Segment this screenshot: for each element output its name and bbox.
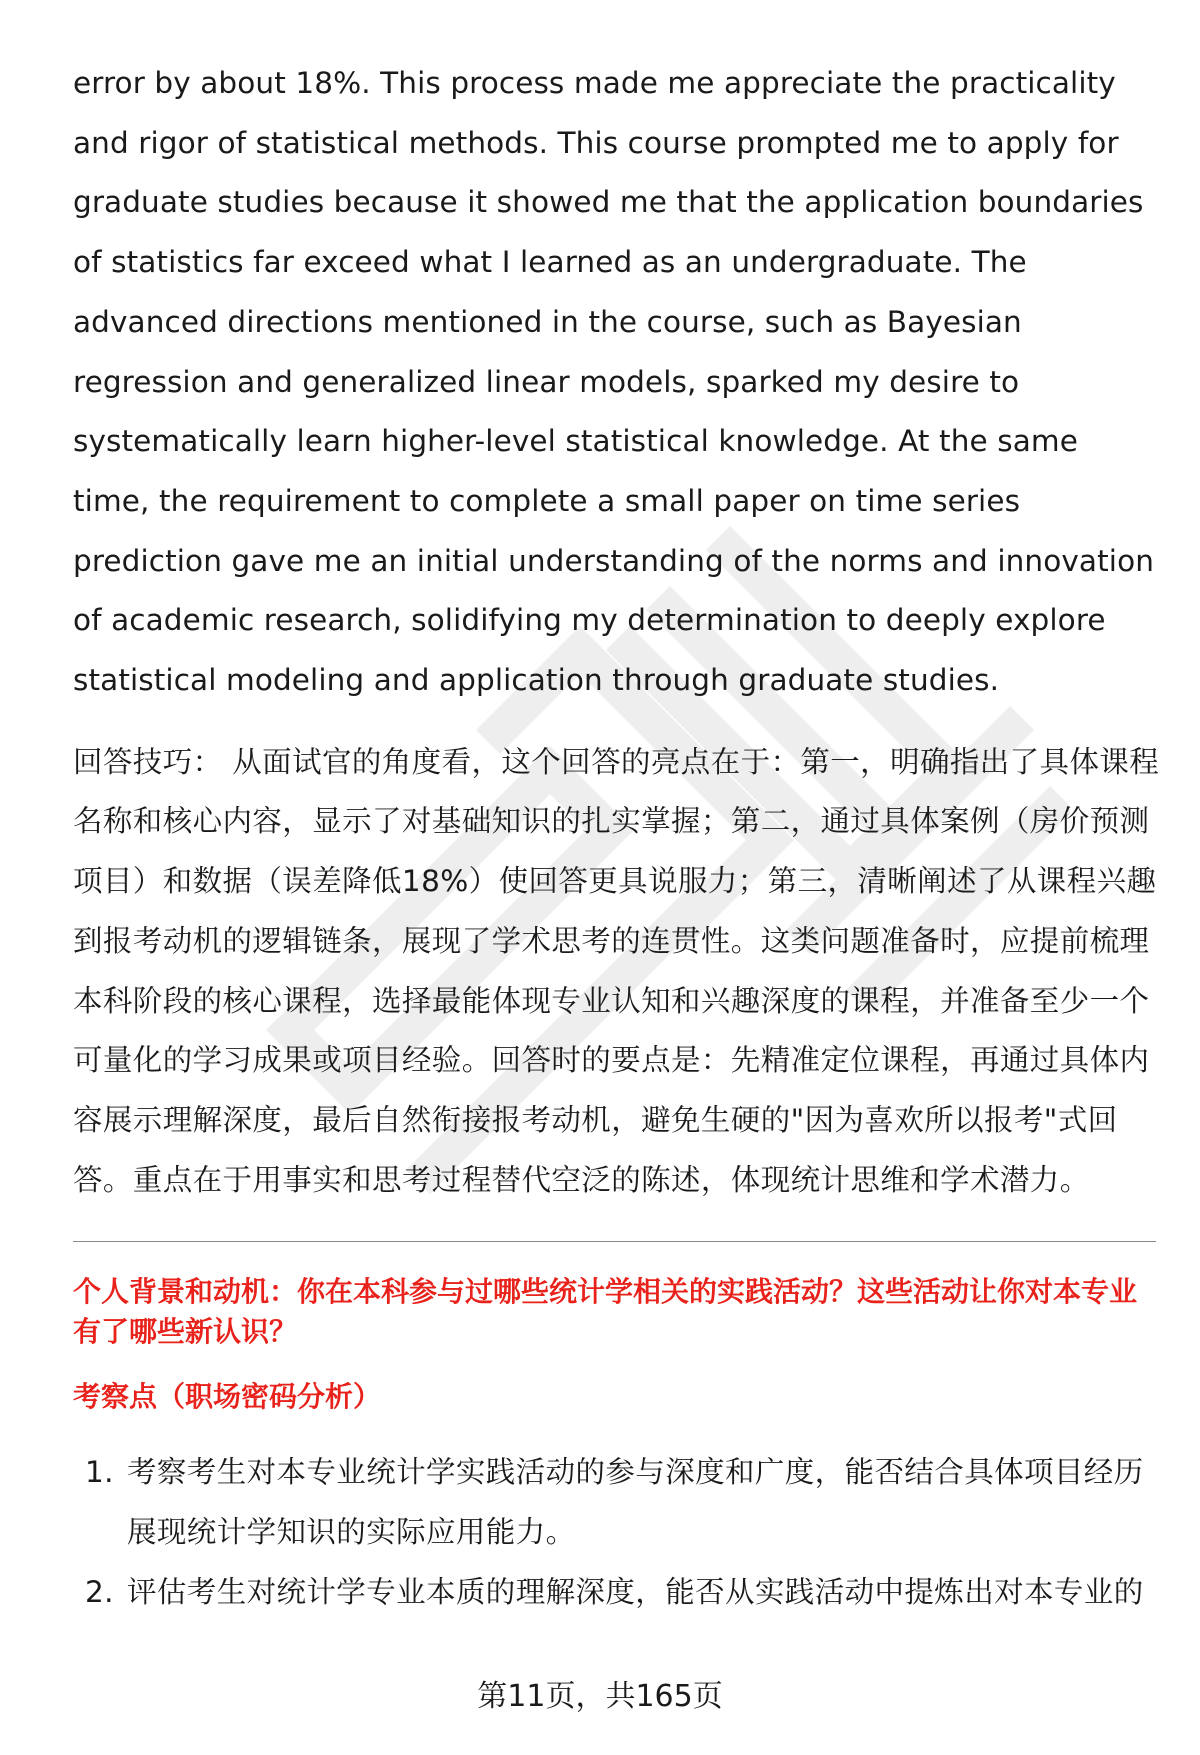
question-heading: 个人背景和动机：你在本科参与过哪些统计学相关的实践活动？这些活动让你对本专业有了哪些新认识？ — [73, 1275, 1138, 1349]
focus-item-text: 评估考生对统计学专业本质的理解深度，能否从实践活动中提炼出对本专业的 — [127, 1574, 1144, 1609]
focus-item-number: 1. — [85, 1455, 114, 1490]
focus-list-item — [73, 1563, 1163, 1623]
focus-list — [73, 1443, 1163, 1622]
focus-list-item — [73, 1443, 1163, 1562]
page-content — [73, 54, 1163, 1622]
page-number-footer: 第11页，共165页 — [477, 1679, 723, 1714]
english-paragraph: error by about 18%. This process made me appreciate the practicality and rigor of statistical methods. This course prompted me to apply for graduate studies because it showed me that the application boundaries of statistics far exceed what I learned as an undergraduate. The advanced directions mentioned in the course, such as Bayesian regression and generalized linear models, sparked my desire to systematically learn higher-level statistical knowledge. At the same time, the requirement to complete a small paper on time series prediction gave me an initial understanding of the norms and innovation of academic research, solidifying my determination to deeply explore statistical modeling and application through graduate studies. — [73, 66, 1155, 698]
focus-item-number: 2. — [85, 1574, 114, 1609]
focus-item-text: 考察考生对本专业统计学实践活动的参与深度和广度，能否结合具体项目经历展现统计学知识的实际应用能力。 — [127, 1455, 1144, 1550]
answer-tips-paragraph: 回答技巧： 从面试官的角度看，这个回答的亮点在于：第一，明确指出了具体课程名称和核心内容，显示了对基础知识的扎实掌握；第二，通过具体案例（房价预测项目）和数据（误差降低18%）使回答更具说服力；第三，清晰阐述了从课程兴趣到报考动机的逻辑链条，展现了学术思考的连贯性。这类问题准备时，应提前梳理本科阶段的核心课程，选择最能体现专业认知和兴趣深度的课程，并准备至少一个可量化的学习成果或项目经验。回答时的要点是：先精准定位课程，再通过具体内容展示理解深度，最后自然衔接报考动机，避免生硬的"因为喜欢所以报考"式回答。重点在于用事实和思考过程替代空泛的陈述，体现统计思维和学术潜力。 — [73, 744, 1160, 1197]
focus-heading: 考察点（职场密码分析） — [73, 1380, 382, 1414]
section-divider — [73, 1241, 1156, 1242]
